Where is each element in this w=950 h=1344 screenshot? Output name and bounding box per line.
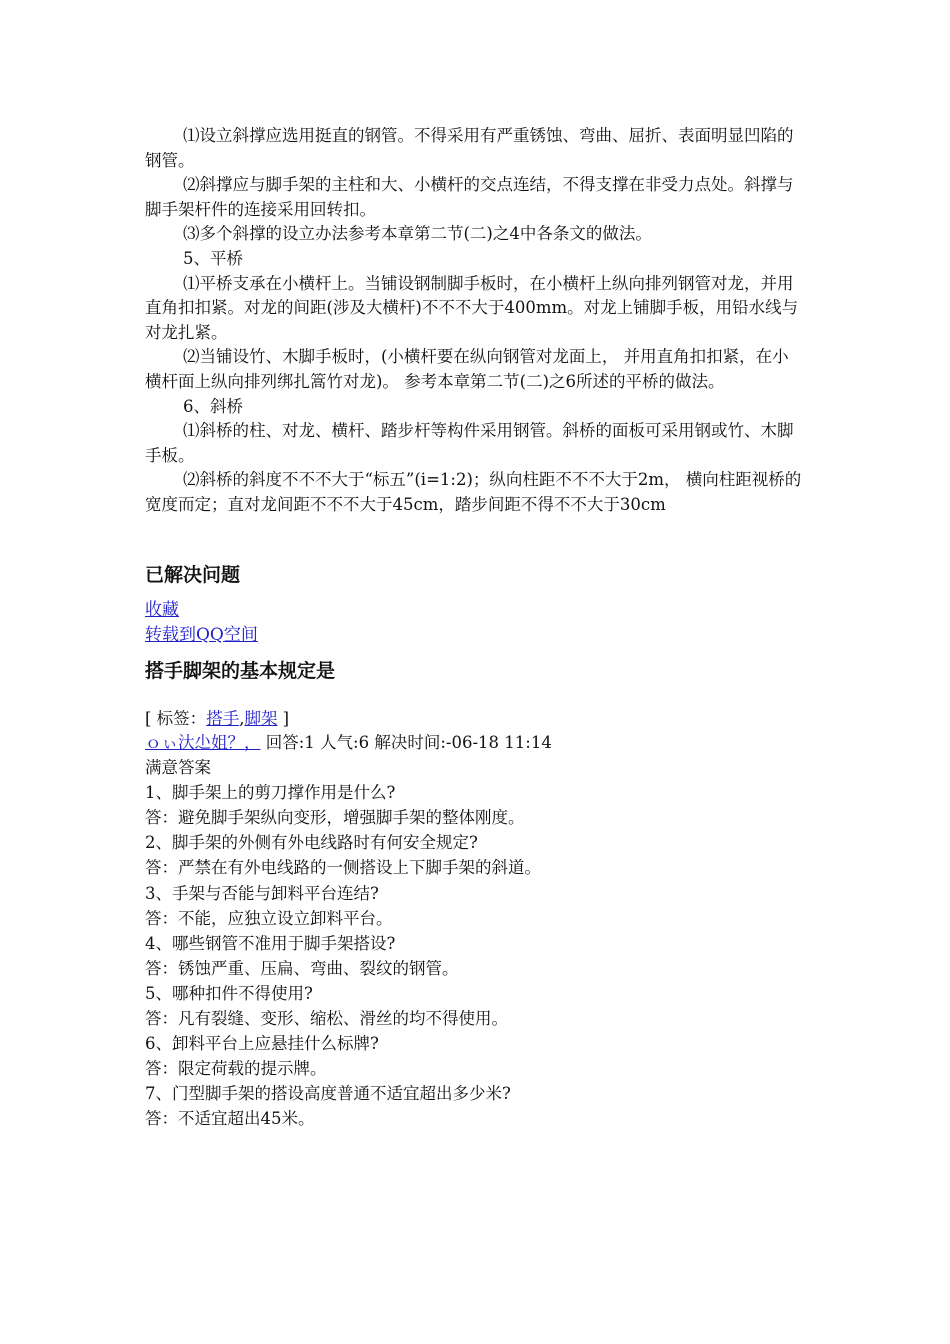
best-answer bbox=[145, 755, 803, 1131]
document-content bbox=[145, 124, 803, 1132]
qa-question: 6、卸料平台上应悬挂什么标牌? bbox=[145, 1034, 379, 1054]
tag-line bbox=[145, 706, 803, 731]
share-qzone-link[interactable]: 转载到QQ空间 bbox=[145, 624, 258, 645]
best-answer-label: 满意答案 bbox=[145, 758, 211, 778]
paragraph: ⑴斜桥的柱、对龙、横杆、踏步杆等构件采用钢管。斜桥的面板可采用钢或竹、木脚手板。 bbox=[145, 421, 794, 465]
qa-question: 7、门型脚手架的搭设高度普通不适宜超出多少米? bbox=[145, 1084, 511, 1104]
resolved-heading: 已解决问题 bbox=[145, 563, 241, 586]
qa-answer: 答：不适宜超出45米。 bbox=[145, 1109, 315, 1129]
paragraph: ⑴设立斜撑应选用挺直的钢管。不得采用有严重锈蚀、弯曲、屈折、表面明显凹陷的钢管。 bbox=[145, 126, 794, 170]
qa-question: 3、手架与否能与卸料平台连结? bbox=[145, 883, 379, 903]
body-paragraphs bbox=[145, 124, 803, 518]
paragraph: ⑶多个斜撑的设立办法参考本章第二节(二)之4中各条文的做法。 bbox=[183, 224, 652, 244]
section-heading: 5、平桥 bbox=[183, 248, 243, 268]
user-link[interactable]: ｏぃ汏尐姐？， bbox=[145, 732, 261, 752]
qa-question: 2、脚手架的外侧有外电线路时有何安全规定? bbox=[145, 833, 478, 853]
question-title: 搭手脚架的基本规定是 bbox=[145, 659, 336, 682]
qa-question: 5、哪种扣件不得使用? bbox=[145, 983, 313, 1003]
qa-answer: 答：不能，应独立设立卸料平台。 bbox=[145, 908, 393, 928]
qa-question: 4、哪些钢管不准用于脚手架搭设? bbox=[145, 933, 396, 953]
qa-answer: 答：限定荷载的提示牌。 bbox=[145, 1059, 327, 1079]
paragraph: ⑵斜撑应与脚手架的主柱和大、小横杆的交点连结，不得支撑在非受力点处。斜撑与脚手架杆件的连接采用回转扣。 bbox=[145, 175, 794, 219]
qa-answer: 答：严禁在有外电线路的一侧搭设上下脚手架的斜道。 bbox=[145, 858, 541, 878]
tag-separator: , bbox=[239, 708, 245, 728]
paragraph: ⑴平桥支承在小横杆上。当铺设钢制脚手板时，在小横杆上纵向排列钢管对龙，并用直角扣扣紧。对龙的间距(涉及大横杆)不不不大于400mm。对龙上铺脚手板，用铅水线与对龙扎紧。 bbox=[145, 273, 799, 342]
tag-suffix: ] bbox=[277, 708, 290, 728]
action-links bbox=[145, 598, 803, 648]
qa-answer: 答：锈蚀严重、压扁、弯曲、裂纹的钢管。 bbox=[145, 958, 459, 978]
paragraph: ⑵当铺设竹、木脚手板时，(小横杆要在纵向钢管对龙面上， 并用直角扣扣紧，在小横杆面上纵向排列绑扎篙竹对龙)。 参考本章第二节(二)之6所述的平桥的做法。 bbox=[145, 347, 789, 391]
question-meta bbox=[145, 731, 803, 756]
paragraph: ⑵斜桥的斜度不不不大于“标五”(i=1:2)；纵向柱距不不不大于2m， 横向柱距视桥的宽度而定；直对龙间距不不不大于45cm，踏步间距不得不不大于30cm bbox=[145, 470, 802, 514]
tag-link[interactable]: 搭手 bbox=[206, 708, 240, 728]
qa-question: 1、脚手架上的剪刀撑作用是什么? bbox=[145, 783, 396, 803]
tag-prefix: [ 标签： bbox=[145, 708, 207, 728]
tag-link[interactable]: 脚架 bbox=[244, 708, 278, 728]
qa-answer: 答：避免脚手架纵向变形，增强脚手架的整体刚度。 bbox=[145, 808, 525, 828]
favorite-link[interactable]: 收藏 bbox=[145, 599, 179, 620]
qa-answer: 答：凡有裂缝、变形、缩松、滑丝的均不得使用。 bbox=[145, 1009, 508, 1029]
question-stats: 回答:1 人气:6 解决时间:-06-18 11:14 bbox=[260, 732, 552, 752]
section-heading: 6、斜桥 bbox=[183, 396, 243, 416]
